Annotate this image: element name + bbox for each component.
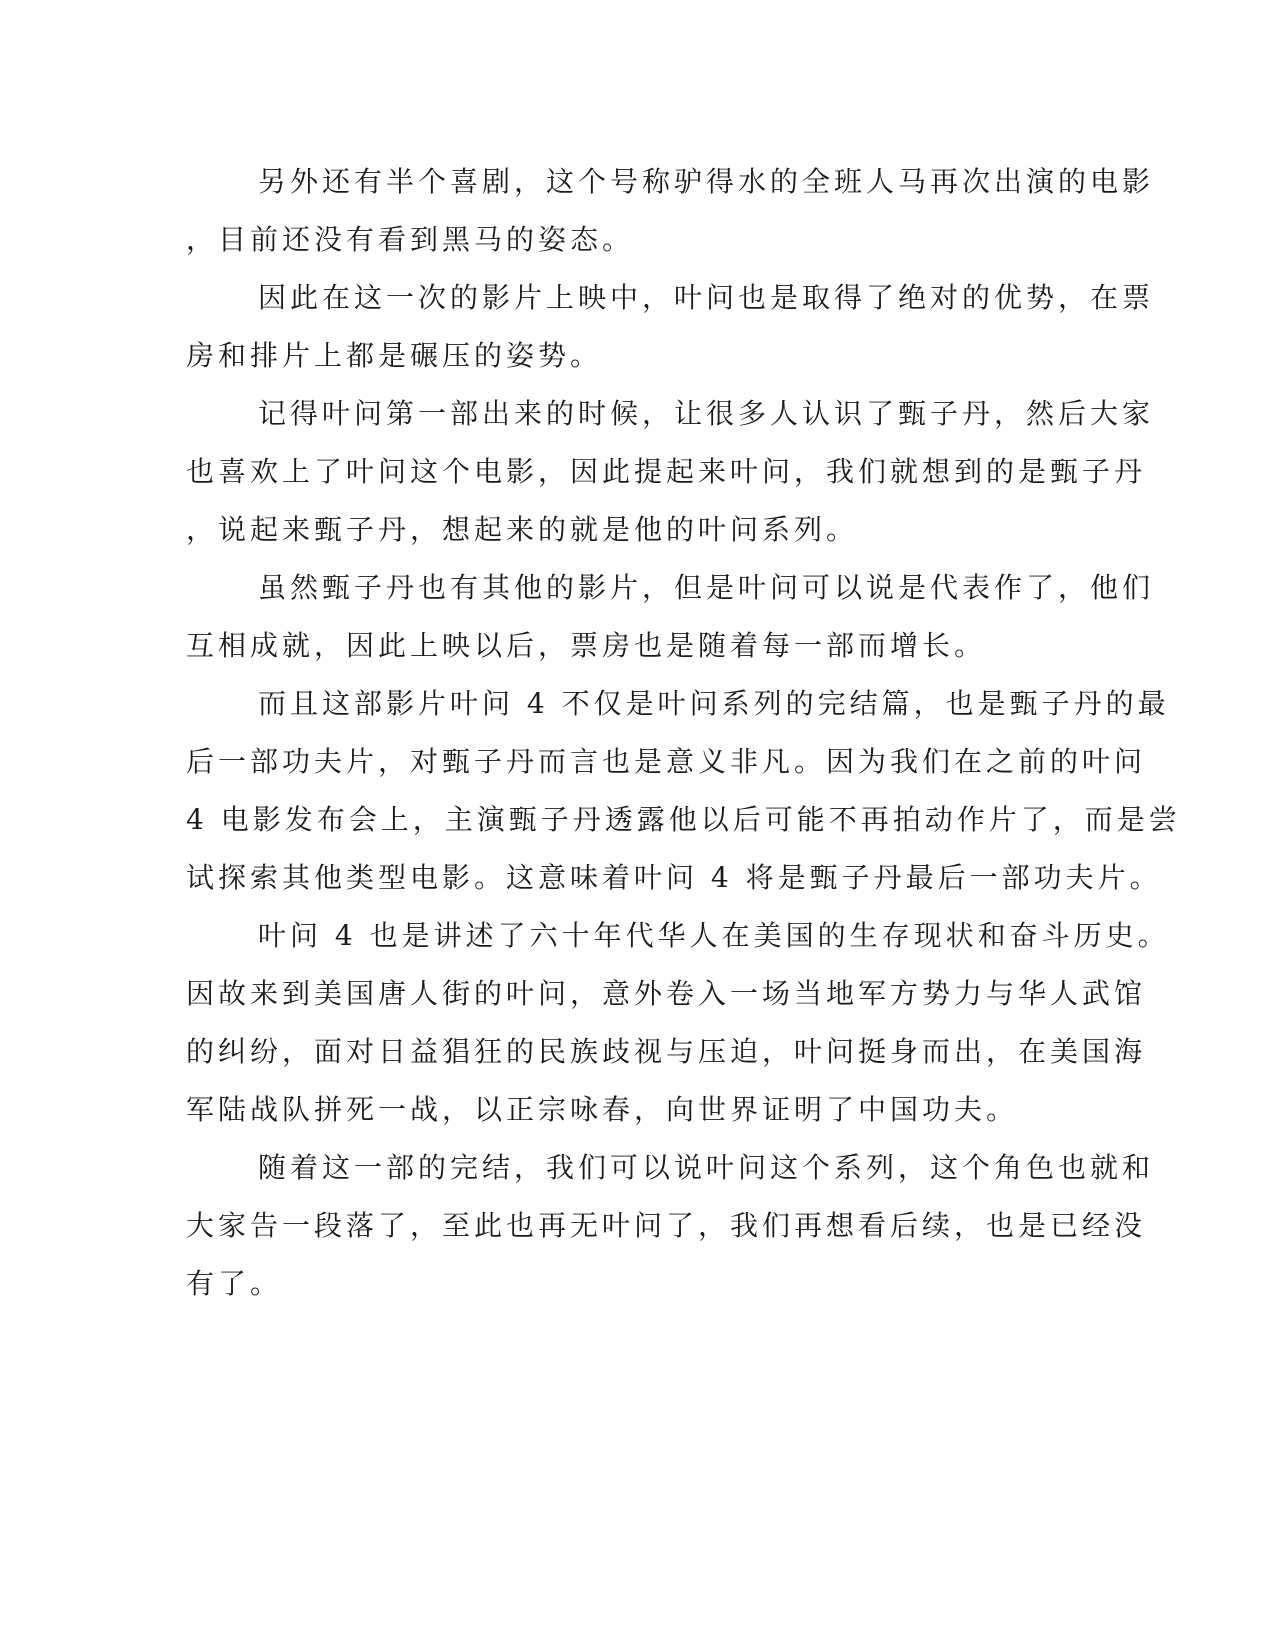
text-line: 因此在这一次的影片上映中，叶问也是取得了绝对的优势，在票 xyxy=(258,281,1155,314)
text-line: 的纠纷，面对日益猖狂的民族歧视与压迫，叶问挺身而出，在美国海 xyxy=(186,1035,1147,1068)
text-line: 而且这部影片叶问 4 不仅是叶问系列的完结篇，也是甄子丹的最 xyxy=(258,687,1170,720)
text-line: 随着这一部的完结，我们可以说叶问这个系列，这个角色也就和 xyxy=(258,1151,1155,1184)
text-line: 有了。 xyxy=(186,1267,283,1300)
text-line: 互相成就，因此上映以后，票房也是随着每一部而增长。 xyxy=(186,629,987,662)
text-line: ，说起来甄子丹，想起来的就是他的叶问系列。 xyxy=(186,513,859,546)
text-line: 叶问 4 也是讲述了六十年代华人在美国的生存现状和奋斗历史。 xyxy=(258,919,1170,952)
text-line: ，目前还没有看到黑马的姿态。 xyxy=(186,223,635,256)
text-line: 因故来到美国唐人街的叶问，意外卷入一场当地军方势力与华人武馆 xyxy=(186,977,1147,1010)
text-line: 另外还有半个喜剧，这个号称驴得水的全班人马再次出演的电影 xyxy=(258,165,1155,198)
text-line: 后一部功夫片，对甄子丹而言也是意义非凡。因为我们在之前的叶问 xyxy=(186,745,1147,778)
text-line: 虽然甄子丹也有其他的影片，但是叶问可以说是代表作了，他们 xyxy=(258,571,1155,604)
text-line: 记得叶问第一部出来的时候，让很多人认识了甄子丹，然后大家 xyxy=(258,397,1155,430)
text-line: 4 电影发布会上，主演甄子丹透露他以后可能不再拍动作片了，而是尝 xyxy=(186,803,1181,836)
text-line: 军陆战队拼死一战，以正宗咏春，向世界证明了中国功夫。 xyxy=(186,1093,1019,1126)
text-line: 也喜欢上了叶问这个电影，因此提起来叶问，我们就想到的是甄子丹 xyxy=(186,455,1147,488)
text-line: 大家告一段落了，至此也再无叶问了，我们再想看后续，也是已经没 xyxy=(186,1209,1147,1242)
text-line: 房和排片上都是碾压的姿势。 xyxy=(186,339,603,372)
text-line: 试探索其他类型电影。这意味着叶问 4 将是甄子丹最后一部功夫片。 xyxy=(186,861,1162,894)
